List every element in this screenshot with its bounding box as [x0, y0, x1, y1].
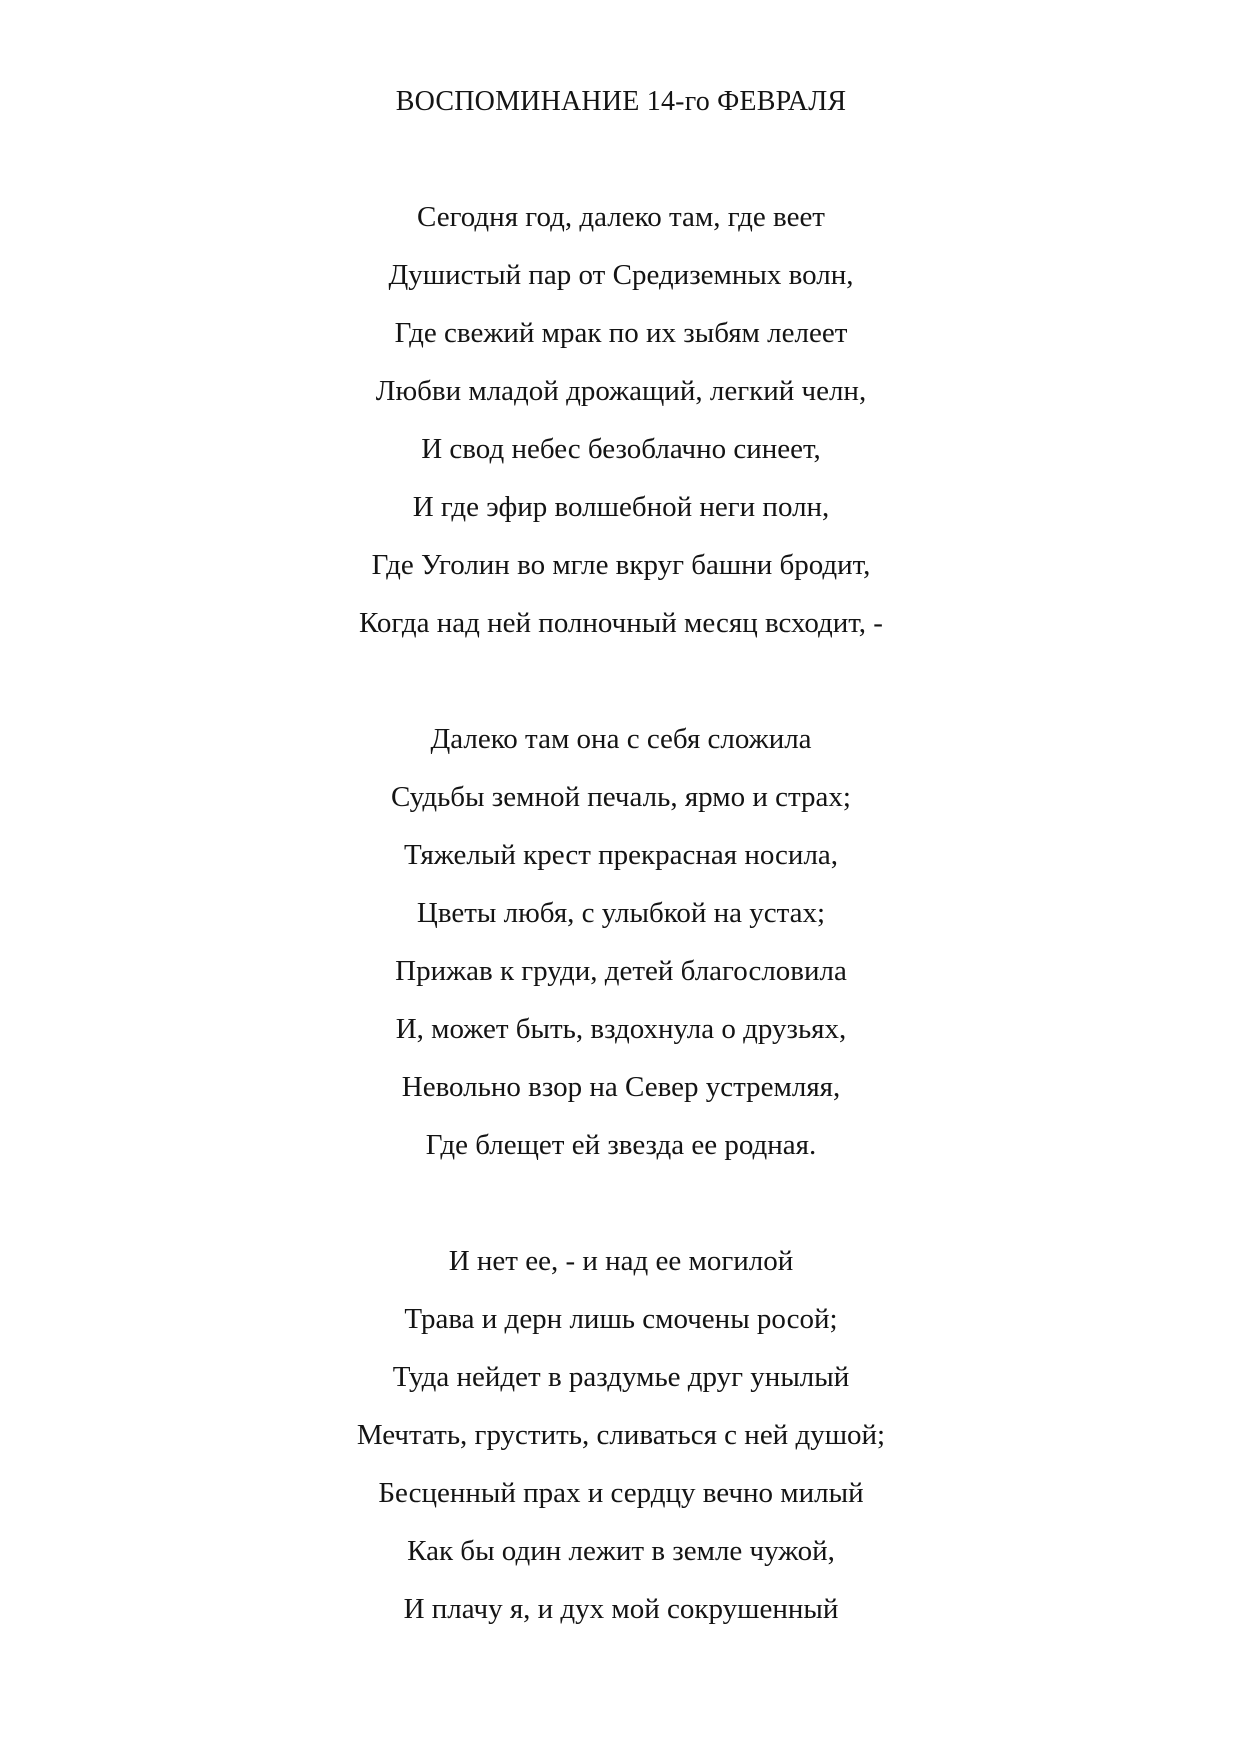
poem-line: Трава и дерн лишь смочены росой;	[404, 1303, 838, 1335]
poem-title: ВОСПОМИНАНИЕ 14-го ФЕВРАЛЯ	[395, 86, 847, 117]
poem-line: Судьбы земной печаль, ярмо и страх;	[391, 781, 851, 813]
poem-line: Сегодня год, далеко там, где веет	[417, 201, 825, 233]
poem-line: Как бы один лежит в земле чужой,	[407, 1535, 835, 1567]
poem-line: И нет ее, - и над ее могилой	[448, 1245, 794, 1277]
poem-line: Где свежий мрак по их зыбям лелеет	[394, 317, 848, 349]
poem-line: Любви младой дрожащий, легкий челн,	[375, 375, 867, 407]
poem-line: И где эфир волшебной неги полн,	[412, 491, 830, 523]
poem-line: Туда нейдет в раздумье друг унылый	[392, 1361, 850, 1393]
poem-line: Невольно взор на Север устремляя,	[401, 1071, 841, 1103]
poem-line: И плачу я, и дух мой сокрушенный	[403, 1593, 839, 1625]
poem-line: Тяжелый крест прекрасная носила,	[403, 839, 839, 871]
poem-line: Бесценный прах и сердцу вечно милый	[378, 1477, 864, 1509]
poem-line: Когда над ней полночный месяц всходит, -	[359, 607, 883, 639]
poem-line: Душистый пар от Средиземных волн,	[388, 259, 854, 291]
poem-line: Прижав к груди, детей благословила	[395, 955, 847, 987]
poem-line: Мечтать, грустить, сливаться с ней душой;	[356, 1419, 886, 1451]
poem-line: Цветы любя, с улыбкой на устах;	[416, 897, 826, 929]
poem-line: И, может быть, вздохнула о друзьях,	[395, 1013, 847, 1045]
poem-line: Где Уголин во мгле вкруг башни бродит,	[371, 549, 871, 581]
poem-line: Далеко там она с себя сложила	[430, 723, 812, 755]
poem-line: Где блещет ей звезда ее родная.	[425, 1129, 817, 1161]
poem-line: И свод небес безоблачно синеет,	[421, 433, 821, 465]
